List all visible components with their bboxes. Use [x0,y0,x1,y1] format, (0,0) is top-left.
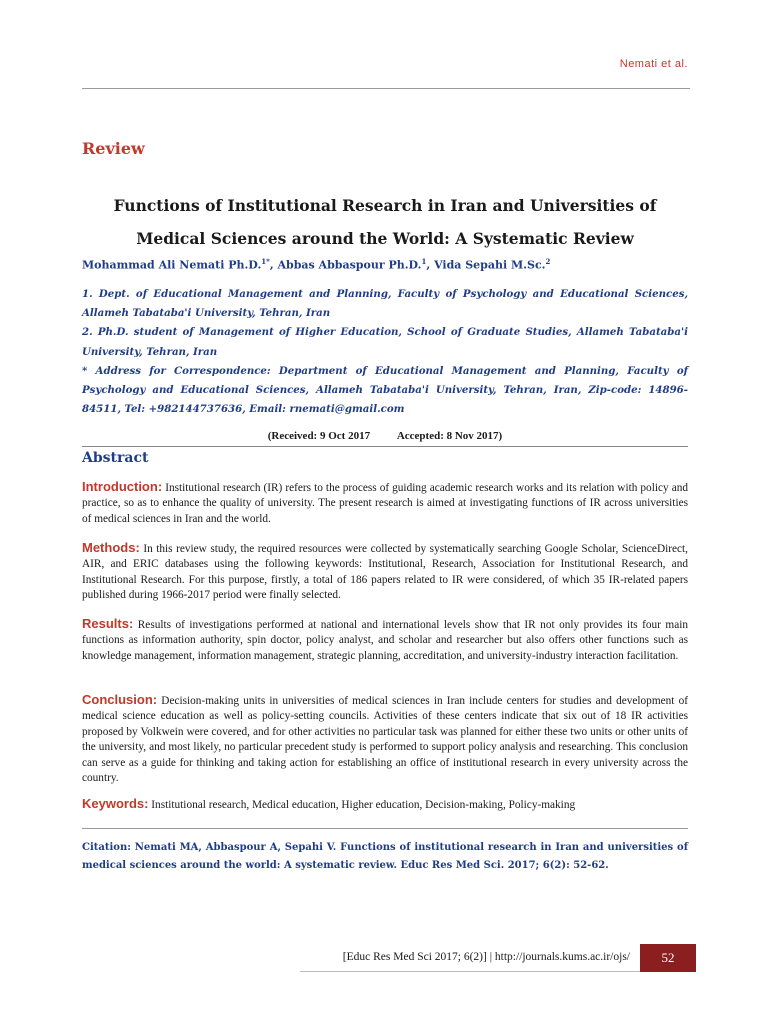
received-date: (Received: 9 Oct 2017 [267,430,371,442]
author-separator: , [269,258,278,272]
affiliations [82,285,688,419]
running-head: Nemati et al. [619,58,688,70]
abstract-keywords [82,796,688,813]
section-text: In this review study, the required resources were collected by systematically searching Google Scholar, ScienceDirect, AIR, and ERIC databases using the following keywords: Institutional, Research, Association for Institutional Research, and Institutional Research. For this purpose, firstly, a total of 186 papers related to IR were considered, of which 35 IR-related papers published during 1966-2017 period were finally selected. [82,543,688,602]
correspondence-address: * Address for Correspondence: Department of Educational Management and Planning, Faculty of Psychology and Educational Sciences, Allameh Tabataba'i University, Tehran, Iran, Zip-code: 14896-84511, Tel: +982144737636, Email: rnemati@gmail.com [82,364,688,416]
footer-divider [300,971,640,972]
page-number: 52 [640,944,696,972]
author-affiliation-mark: 1* [261,257,270,266]
header-divider [82,88,690,89]
author-affiliation-mark: 1 [421,257,427,266]
section-label: Results: [82,616,134,631]
section-text: Institutional research, Medical education, Higher education, Decision-making, Policy-making [151,799,576,811]
section-label: Introduction: [82,479,163,494]
article-type-label: Review [82,139,145,158]
section-text: Decision-making units in universities of medical sciences in Iran include centers for studies and development of medical science education as well as policy-setting councils. Activities of these centers indicate that six out of 18 IR activities proposed by Volkwein were covered, and for other activities no particular task was planned for either these two units or other units of the university, and most likely, no particular precedent study is performed to support policy analysis and researching. This conclusion can serve as a guide for thinking and taking action for establishing an office of institutional research in every university across the country. [82,695,688,785]
author-name: Abbas Abbaspour Ph.D. [277,258,422,272]
section-label: Conclusion: [82,692,158,707]
citation-divider [82,828,688,829]
abstract-methods [82,540,688,604]
article-title: Functions of Institutional Research in Iran and Universities of Medical Sciences around the World: A Systematic Review [113,196,657,248]
section-label: Methods: [82,540,140,555]
submission-dates [82,430,688,442]
section-label: Keywords: [82,796,149,811]
citation: Citation: Nemati MA, Abbaspour A, Sepahi V. Functions of institutional research in Iran and universities of medical sciences around the world: A systematic review. Educ Res Med Sci. 2017; 6(2): 52-62. [82,842,688,871]
author-list [82,257,688,272]
author-separator: , [426,258,435,272]
section-text: Results of investigations performed at national and international levels show that IR not only provides its four main functions as information authority, spin doctor, policy analyst, and scholar and researcher but also offers other functions such as knowledge management, information management, strategic planning, accreditation, and university-industry interaction facilitation. [82,619,688,662]
accepted-date: Accepted: 8 Nov 2017) [396,430,503,442]
journal-reference: [Educ Res Med Sci 2017; 6(2)] | http://journals.kums.ac.ir/ojs/ [342,951,630,963]
section-text: Institutional research (IR) refers to the process of guiding academic research works and its relation with policy and practice, so as to enhance the quality of university. The present research is aimed at investigating functions of IR across universities of medical sciences in Iran and the world. [82,482,688,525]
abstract-introduction [82,479,688,527]
author-name: Vida Sepahi M.Sc. [434,258,546,272]
abstract-heading: Abstract [82,446,688,466]
affiliation-2: 2. Ph.D. student of Management of Higher Education, School of Graduate Studies, Allameh Tabataba'i University, Tehran, Iran [82,326,688,358]
abstract-results [82,616,688,664]
author-name: Mohammad Ali Nemati Ph.D. [82,258,262,272]
affiliation-1: 1. Dept. of Educational Management and Planning, Faculty of Psychology and Educational Sciences, Allameh Tabataba'i University, Tehran, Iran [82,288,688,320]
abstract-conclusion [82,692,688,786]
author-affiliation-mark: 2 [545,257,551,266]
